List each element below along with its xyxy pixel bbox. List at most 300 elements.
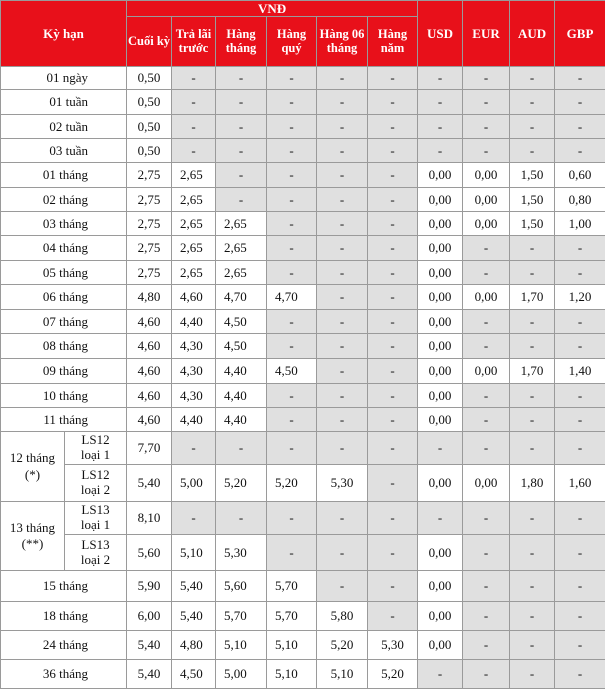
term-label: 04 tháng (1, 236, 127, 261)
table-row (1, 310, 605, 334)
rate-cell: - (510, 236, 555, 261)
header-hang-thang: Hàng tháng (216, 17, 267, 67)
rate-cell: - (317, 359, 368, 384)
rate-type-kind: loại 2 (65, 483, 126, 498)
header-ky-han: Kỳ hạn (1, 1, 127, 67)
rate-cell: - (267, 310, 317, 334)
table-row (1, 432, 605, 465)
rate-cell: - (510, 115, 555, 139)
rate-cell: 0,00 (418, 261, 463, 285)
header-usd: USD (418, 1, 463, 67)
rate-cell: 5,40 (172, 571, 216, 602)
rate-cell: 5,40 (127, 631, 172, 660)
term-group-name: 12 tháng (1, 450, 64, 466)
rate-cell: - (317, 90, 368, 115)
rate-cell: - (510, 432, 555, 465)
term-label: 03 tuần (1, 139, 127, 163)
rate-cell: - (368, 535, 418, 571)
table-row (1, 163, 605, 188)
rate-cell: 5,00 (172, 465, 216, 502)
header-gbp: GBP (555, 1, 605, 67)
rate-cell: 0,00 (418, 163, 463, 188)
rate-cell: 0,50 (127, 67, 172, 90)
rate-cell: - (463, 571, 510, 602)
rate-cell: - (510, 90, 555, 115)
rate-cell: 4,80 (127, 285, 172, 310)
rate-cell: - (317, 67, 368, 90)
rate-cell: 2,75 (127, 188, 172, 212)
rate-cell: 2,75 (127, 236, 172, 261)
table-row (1, 631, 605, 660)
table-row (1, 261, 605, 285)
table-row (1, 139, 605, 163)
rate-cell: 0,00 (418, 571, 463, 602)
rate-cell: - (216, 163, 267, 188)
rate-cell: 0,00 (418, 408, 463, 432)
rate-cell: - (267, 535, 317, 571)
rate-cell: 2,65 (172, 163, 216, 188)
rate-cell: 0,00 (418, 188, 463, 212)
rate-cell: - (216, 139, 267, 163)
rate-cell: - (510, 408, 555, 432)
term-label: 01 tuần (1, 90, 127, 115)
rate-cell: - (463, 535, 510, 571)
rate-cell: 5,10 (317, 660, 368, 689)
rate-cell: - (317, 285, 368, 310)
rate-cell: - (172, 115, 216, 139)
rate-cell: 4,30 (172, 384, 216, 408)
rate-cell: 1,80 (510, 465, 555, 502)
rate-cell: - (510, 631, 555, 660)
rate-cell: - (267, 188, 317, 212)
term-label: 15 tháng (1, 571, 127, 602)
rate-cell: 4,60 (127, 310, 172, 334)
rate-cell: - (267, 432, 317, 465)
rate-cell: - (510, 67, 555, 90)
rate-cell: - (510, 334, 555, 359)
rate-cell: - (368, 163, 418, 188)
rate-type-code: LS13 (65, 503, 126, 518)
rate-cell: 5,60 (127, 535, 172, 571)
term-group-name: 13 tháng (1, 520, 64, 536)
rate-cell: - (463, 602, 510, 631)
rate-cell: 0,00 (418, 212, 463, 236)
rate-cell: - (463, 236, 510, 261)
rate-cell: 0,50 (127, 90, 172, 115)
rate-cell: - (510, 602, 555, 631)
rate-cell: 2,75 (127, 261, 172, 285)
rate-cell: 0,00 (418, 236, 463, 261)
rate-cell: 0,80 (555, 188, 605, 212)
rate-cell: - (317, 408, 368, 432)
rate-cell: 4,60 (127, 384, 172, 408)
rate-cell: - (368, 188, 418, 212)
rate-cell: - (510, 261, 555, 285)
rate-cell: - (418, 115, 463, 139)
rate-cell: - (368, 67, 418, 90)
term-label: 01 tháng (1, 163, 127, 188)
rate-cell: 5,70 (267, 571, 317, 602)
rate-cell: - (368, 465, 418, 502)
rate-type-kind: loại 2 (65, 553, 126, 568)
header-vnd: VNĐ (127, 1, 418, 17)
rate-cell: 4,70 (216, 285, 267, 310)
rate-cell: - (267, 90, 317, 115)
rate-cell: - (555, 90, 605, 115)
rate-type-label (65, 502, 127, 535)
rate-cell: 2,65 (172, 188, 216, 212)
rate-cell: - (172, 502, 216, 535)
term-label: 09 tháng (1, 359, 127, 384)
rate-cell: 2,65 (172, 212, 216, 236)
term-label: 05 tháng (1, 261, 127, 285)
rate-cell: 4,40 (172, 408, 216, 432)
rate-cell: 0,00 (418, 334, 463, 359)
rate-cell: 5,00 (216, 660, 267, 689)
rate-cell: 1,50 (510, 163, 555, 188)
table-row (1, 334, 605, 359)
rate-cell: - (368, 384, 418, 408)
rate-cell: 0,00 (418, 465, 463, 502)
rate-cell: 0,50 (127, 139, 172, 163)
table-row (1, 212, 605, 236)
rate-cell: 0,00 (463, 163, 510, 188)
rate-cell: - (317, 115, 368, 139)
rate-cell: 2,65 (172, 261, 216, 285)
rate-cell: - (317, 139, 368, 163)
rate-cell: - (463, 139, 510, 163)
rate-cell: 4,40 (216, 408, 267, 432)
rate-type-kind: loại 1 (65, 518, 126, 533)
rate-cell: 5,90 (127, 571, 172, 602)
rate-cell: 4,60 (127, 359, 172, 384)
rate-cell: 4,40 (172, 310, 216, 334)
rate-cell: - (172, 432, 216, 465)
rate-cell: - (368, 236, 418, 261)
rate-cell: 5,40 (172, 602, 216, 631)
rate-cell: - (368, 359, 418, 384)
rate-type-code: LS12 (65, 433, 126, 448)
rate-cell: - (555, 67, 605, 90)
term-label: 10 tháng (1, 384, 127, 408)
rate-cell: 5,20 (216, 465, 267, 502)
header-eur: EUR (463, 1, 510, 67)
rate-cell: - (267, 334, 317, 359)
rate-cell: - (216, 90, 267, 115)
rate-cell: - (463, 310, 510, 334)
table-row (1, 359, 605, 384)
rate-cell: - (317, 432, 368, 465)
rate-cell: 5,30 (317, 465, 368, 502)
rate-cell: - (172, 67, 216, 90)
rate-cell: 4,80 (172, 631, 216, 660)
rate-cell: - (317, 261, 368, 285)
rate-cell: - (368, 571, 418, 602)
rate-cell: - (418, 660, 463, 689)
table-row (1, 188, 605, 212)
rate-cell: - (317, 236, 368, 261)
rate-cell: - (267, 139, 317, 163)
rate-cell: - (368, 90, 418, 115)
rate-cell: - (216, 502, 267, 535)
term-group-note: (**) (1, 536, 64, 552)
rate-cell: 1,20 (555, 285, 605, 310)
rate-cell: - (418, 67, 463, 90)
rate-type-label (65, 535, 127, 571)
term-label: 36 tháng (1, 660, 127, 689)
rate-cell: 5,70 (216, 602, 267, 631)
rate-cell: - (418, 90, 463, 115)
table-row (1, 236, 605, 261)
rate-cell: - (463, 261, 510, 285)
rate-cell: 4,40 (216, 359, 267, 384)
table-row (1, 408, 605, 432)
header-hang-nam: Hàng năm (368, 17, 418, 67)
term-label: 06 tháng (1, 285, 127, 310)
rate-cell: 0,00 (418, 310, 463, 334)
rate-type-kind: loại 1 (65, 448, 126, 463)
table-row (1, 465, 605, 502)
table-row (1, 502, 605, 535)
rate-cell: 8,10 (127, 502, 172, 535)
rate-cell: - (510, 660, 555, 689)
rate-cell: 4,60 (172, 285, 216, 310)
rate-cell: 0,00 (463, 465, 510, 502)
rate-cell: 0,00 (418, 359, 463, 384)
rate-cell: - (555, 408, 605, 432)
term-group-label (1, 432, 65, 502)
table-row (1, 67, 605, 90)
rate-cell: - (463, 631, 510, 660)
term-label: 02 tuần (1, 115, 127, 139)
rate-type-label (65, 432, 127, 465)
rate-cell: - (267, 212, 317, 236)
rate-cell: 5,40 (127, 660, 172, 689)
rate-cell: - (555, 631, 605, 660)
rate-cell: 2,75 (127, 212, 172, 236)
rate-cell: 5,60 (216, 571, 267, 602)
rate-cell: - (555, 236, 605, 261)
rate-cell: - (555, 571, 605, 602)
rate-cell: 0,00 (463, 212, 510, 236)
rate-cell: 1,50 (510, 188, 555, 212)
rate-cell: - (317, 571, 368, 602)
term-label: 18 tháng (1, 602, 127, 631)
rate-cell: - (555, 139, 605, 163)
rate-cell: 4,50 (172, 660, 216, 689)
rate-cell: 1,40 (555, 359, 605, 384)
term-label: 01 ngày (1, 67, 127, 90)
rate-cell: - (555, 602, 605, 631)
rate-cell: - (317, 163, 368, 188)
rate-cell: 5,40 (127, 465, 172, 502)
rate-cell: - (368, 212, 418, 236)
rate-cell: - (368, 310, 418, 334)
rate-cell: 5,10 (267, 660, 317, 689)
rate-cell: - (555, 310, 605, 334)
rate-cell: 1,60 (555, 465, 605, 502)
table-row (1, 115, 605, 139)
rate-cell: 0,50 (127, 115, 172, 139)
rate-cell: - (317, 188, 368, 212)
header-cuoi-ky: Cuối kỳ (127, 17, 172, 67)
rate-cell: - (368, 408, 418, 432)
rate-cell: - (317, 334, 368, 359)
term-label: 24 tháng (1, 631, 127, 660)
rate-cell: 2,65 (172, 236, 216, 261)
rate-type-code: LS13 (65, 538, 126, 553)
rate-cell: - (463, 432, 510, 465)
rate-cell: - (555, 115, 605, 139)
rate-cell: 2,65 (216, 261, 267, 285)
rate-cell: 0,00 (418, 602, 463, 631)
rate-cell: - (216, 67, 267, 90)
rate-cell: - (510, 571, 555, 602)
rate-cell: - (368, 432, 418, 465)
rate-cell: 0,00 (463, 285, 510, 310)
rate-cell: - (463, 502, 510, 535)
rate-cell: 5,10 (216, 631, 267, 660)
rate-cell: 0,00 (463, 188, 510, 212)
rate-cell: 6,00 (127, 602, 172, 631)
rate-cell: 4,30 (172, 334, 216, 359)
rate-cell: - (555, 384, 605, 408)
rate-cell: - (267, 261, 317, 285)
rate-cell: 4,60 (127, 334, 172, 359)
rate-cell: - (368, 502, 418, 535)
rate-cell: - (510, 384, 555, 408)
rate-cell: - (555, 432, 605, 465)
rate-cell: - (555, 535, 605, 571)
rate-cell: - (172, 90, 216, 115)
rate-cell: - (267, 236, 317, 261)
rate-cell: - (510, 310, 555, 334)
rate-cell: - (267, 384, 317, 408)
rate-cell: - (463, 90, 510, 115)
rate-cell: - (216, 115, 267, 139)
rate-cell: - (267, 67, 317, 90)
rate-cell: 1,70 (510, 285, 555, 310)
term-group-note: (*) (1, 467, 64, 483)
rate-cell: - (216, 432, 267, 465)
rate-cell: 5,30 (216, 535, 267, 571)
rate-cell: - (510, 502, 555, 535)
rate-cell: - (368, 115, 418, 139)
rate-cell: - (317, 502, 368, 535)
rate-cell: - (463, 334, 510, 359)
rate-cell: 2,65 (216, 236, 267, 261)
rate-cell: - (267, 408, 317, 432)
rate-cell: 5,10 (267, 631, 317, 660)
term-label: 03 tháng (1, 212, 127, 236)
rate-cell: 0,00 (418, 384, 463, 408)
table-row (1, 660, 605, 689)
table-row (1, 571, 605, 602)
rate-cell: 4,50 (267, 359, 317, 384)
rate-cell: 4,30 (172, 359, 216, 384)
rate-cell: - (368, 285, 418, 310)
term-label: 02 tháng (1, 188, 127, 212)
rate-cell: - (555, 502, 605, 535)
rate-cell: - (555, 261, 605, 285)
rate-cell: - (510, 535, 555, 571)
rate-cell: 4,50 (216, 310, 267, 334)
rate-cell: - (216, 188, 267, 212)
rate-cell: - (172, 139, 216, 163)
rate-cell: 5,20 (317, 631, 368, 660)
table-row (1, 602, 605, 631)
header-hang-06-thang: Hàng 06 tháng (317, 17, 368, 67)
rate-type-label (65, 465, 127, 502)
term-label: 07 tháng (1, 310, 127, 334)
term-label: 08 tháng (1, 334, 127, 359)
rate-cell: 0,00 (418, 535, 463, 571)
header-tra-lai-truoc: Trả lãi trước (172, 17, 216, 67)
rate-cell: - (317, 212, 368, 236)
rate-cell: 5,30 (368, 631, 418, 660)
rate-cell: - (418, 432, 463, 465)
rate-cell: 2,65 (216, 212, 267, 236)
rate-cell: 0,00 (418, 285, 463, 310)
term-label: 11 tháng (1, 408, 127, 432)
rate-cell: 5,20 (368, 660, 418, 689)
rate-cell: 7,70 (127, 432, 172, 465)
rate-cell: 5,80 (317, 602, 368, 631)
rate-cell: - (510, 139, 555, 163)
rate-cell: 4,40 (216, 384, 267, 408)
rate-cell: 4,50 (216, 334, 267, 359)
table-row (1, 90, 605, 115)
rate-cell: - (267, 163, 317, 188)
rate-cell: - (267, 115, 317, 139)
rate-cell: - (368, 261, 418, 285)
rate-cell: 2,75 (127, 163, 172, 188)
rate-cell: - (555, 660, 605, 689)
rate-cell: 0,60 (555, 163, 605, 188)
rate-cell: 4,60 (127, 408, 172, 432)
rate-cell: 5,10 (172, 535, 216, 571)
rate-cell: - (463, 408, 510, 432)
rate-cell: 5,70 (267, 602, 317, 631)
rate-cell: - (463, 67, 510, 90)
rate-cell: - (418, 502, 463, 535)
rate-cell: - (555, 334, 605, 359)
table-row (1, 535, 605, 571)
term-group-label (1, 502, 65, 571)
rate-cell: - (368, 602, 418, 631)
table-body (1, 67, 605, 689)
rate-cell: - (463, 660, 510, 689)
table-row (1, 384, 605, 408)
rate-cell: - (368, 139, 418, 163)
rate-cell: 0,00 (418, 631, 463, 660)
rate-cell: - (317, 384, 368, 408)
rate-cell: - (418, 139, 463, 163)
rate-cell: - (463, 115, 510, 139)
rate-cell: 4,70 (267, 285, 317, 310)
rate-cell: - (317, 310, 368, 334)
header-hang-quy: Hàng quý (267, 17, 317, 67)
rate-cell: 1,50 (510, 212, 555, 236)
rate-cell: - (463, 384, 510, 408)
rate-cell: 1,70 (510, 359, 555, 384)
rate-cell: - (368, 334, 418, 359)
rate-cell: - (267, 502, 317, 535)
rate-cell: 5,20 (267, 465, 317, 502)
rate-cell: - (317, 535, 368, 571)
rate-cell: 0,00 (463, 359, 510, 384)
table-row (1, 285, 605, 310)
